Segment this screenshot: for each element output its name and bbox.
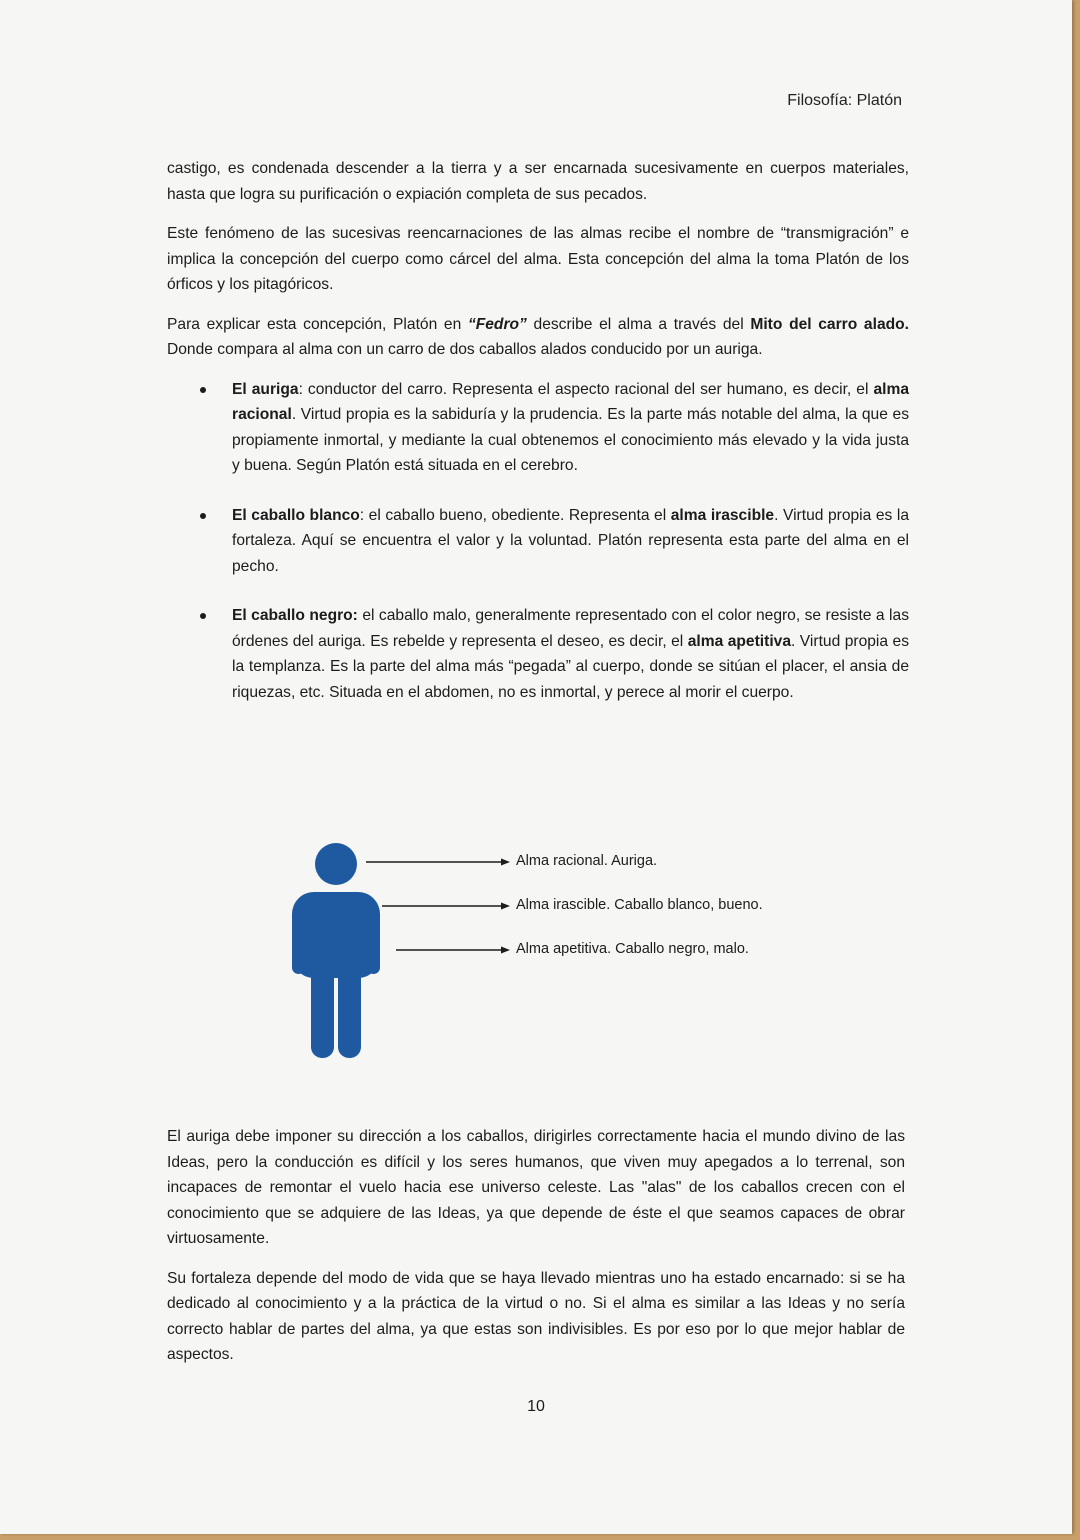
- myth-name: Mito del carro alado.: [750, 315, 909, 333]
- arrowhead-icon: [501, 859, 510, 866]
- label-alma-apetitiva: Alma apetitiva. Caballo negro, malo.: [516, 941, 749, 957]
- page-number: 10: [527, 1398, 545, 1415]
- term-auriga: El auriga: [232, 380, 299, 398]
- bullet-icon: [200, 513, 206, 519]
- paragraph-punishment: castigo, es condenada descender a la tierra y a ser encarnada sucesivamente en cuerpos materiales, hasta que logra su purificación o expiación completa de sus pecados.: [167, 160, 909, 203]
- text-segment: . Virtud propia es la sabiduría y la prudencia. Es la parte más notable del alma, la que es propiamente inmortal, y mediante la cual obtenemos el conocimiento más elevado y la vida justa y buena. Según Platón está situada en el cerebro.: [232, 406, 909, 474]
- soul-parts-list: [167, 377, 909, 706]
- person-right-arm: [367, 918, 380, 974]
- term-caballo-blanco: El caballo blanco: [232, 506, 360, 524]
- paragraph-soul-strength: Su fortaleza depende del modo de vida que se haya llevado mientras uno ha estado encarnado: si se ha dedicado al conocimiento y a la práctica de la virtud o no. Si el alma es similar a las Ideas y no sería correcto hablar de partes del alma, ya que estas son indivisibles. Es por eso por lo que mejor hablar de aspectos.: [167, 1269, 905, 1363]
- arrowhead-icon: [501, 903, 510, 910]
- paragraph-transmigration: Este fenómeno de las sucesivas reencarnaciones de las almas recibe el nombre de “transmigración” e implica la concepción del cuerpo como cárcel del alma. Esta concepción del alma la toma Platón de los órficos y los pitagóricos.: [167, 225, 909, 293]
- list-item-caballo-negro: [167, 603, 909, 705]
- running-header: Filosofía: Platón: [787, 92, 902, 109]
- main-text: [167, 156, 909, 729]
- list-item-caballo-blanco: [167, 503, 909, 580]
- soul-body-diagram: [280, 838, 840, 1068]
- text-segment: Para explicar esta concepción, Platón en: [167, 315, 468, 333]
- paragraph-carro-alado: [167, 312, 909, 363]
- soul-name: alma apetitiva: [687, 632, 792, 650]
- person-head: [315, 843, 357, 885]
- bullet-icon: [200, 613, 206, 619]
- closing-text: [167, 1124, 905, 1382]
- label-alma-racional: Alma racional. Auriga.: [516, 853, 658, 869]
- text-segment: el caballo malo, generalmente representado con el color negro, se resiste a las órdenes del auriga. Es rebelde y representa el deseo, es decir, el: [232, 607, 909, 650]
- text-segment: . Virtud propia es la templanza. Es la parte del alma más “pegada” al cuerpo, donde se sitúan el placer, el ansia de riquezas, etc. Situada en el abdomen, no es inmortal, y perece al morir el cuerpo.: [232, 632, 909, 701]
- paragraph-auriga-direction: El auriga debe imponer su dirección a los caballos, dirigirles correctamente hacia el mundo divino de las Ideas, pero la conducción es difícil y los seres humanos, que viven muy apegados a lo terrenal, son incapaces de remontar el vuelo hacia ese universo celeste. Las "alas" de los caballos crecen con el conocimiento que se adquiere de las Ideas, ya que depende de éste el que seamos capaces de obrar virtuosamente.: [167, 1128, 905, 1247]
- label-alma-irascible: Alma irascible. Caballo blanco, bueno.: [516, 897, 763, 913]
- text-segment: Donde compara al alma con un carro de dos caballos alados conducido por un auriga.: [167, 341, 763, 358]
- work-title-fedro: “Fedro”: [467, 315, 527, 333]
- person-icon: [292, 843, 380, 1058]
- person-torso: [292, 892, 380, 978]
- arrowheads: [501, 859, 510, 954]
- pointer-lines: [366, 862, 502, 950]
- person-left-arm: [292, 918, 305, 974]
- person-right-leg: [338, 958, 361, 1058]
- arrowhead-icon: [501, 947, 510, 954]
- soul-name: alma racional: [232, 380, 909, 423]
- text-segment: : el caballo bueno, obediente. Representa el: [359, 506, 671, 524]
- text-segment: : conductor del carro. Representa el aspecto racional del ser humano, es decir, el: [298, 380, 874, 398]
- person-left-leg: [311, 958, 334, 1058]
- text-segment: . Virtud propia es la fortaleza. Aquí se encuentra el valor y la voluntad. Platón representa esta parte del alma en el pecho.: [232, 506, 909, 575]
- list-item-auriga: [167, 377, 909, 479]
- term-caballo-negro: El caballo negro:: [232, 607, 358, 624]
- bullet-icon: [200, 387, 206, 393]
- soul-name: alma irascible: [670, 506, 775, 524]
- text-segment: describe el alma a través del: [526, 315, 751, 333]
